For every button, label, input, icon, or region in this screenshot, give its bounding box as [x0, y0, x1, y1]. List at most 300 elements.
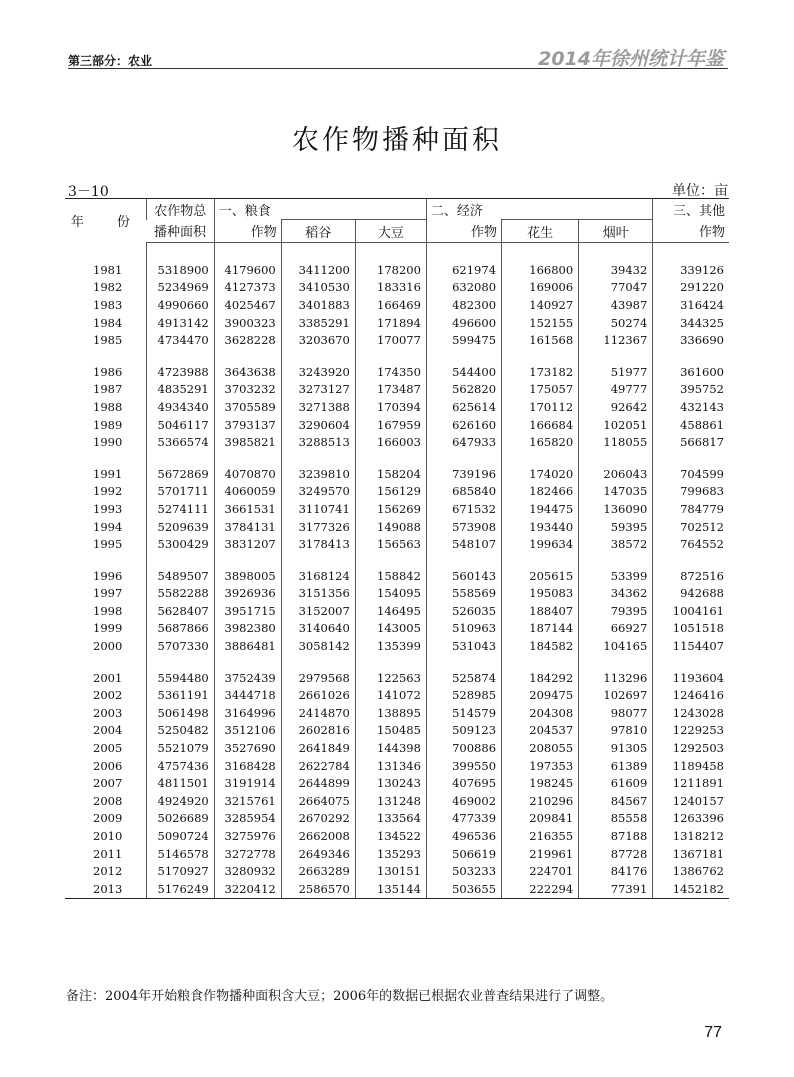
value-cell: 141072 — [355, 686, 426, 704]
value-cell: 156563 — [355, 535, 426, 553]
value-cell: 98077 — [579, 704, 653, 722]
value-cell: 39432 — [579, 261, 653, 279]
value-cell: 1240157 — [653, 792, 729, 810]
spacer-cell — [281, 349, 355, 363]
spacer-row — [65, 553, 729, 567]
value-cell: 339126 — [653, 261, 729, 279]
value-cell: 135144 — [355, 880, 426, 898]
value-cell: 170077 — [355, 331, 426, 349]
value-cell: 173182 — [502, 363, 579, 381]
value-cell: 97810 — [579, 722, 653, 740]
value-cell: 3951715 — [214, 602, 281, 620]
value-cell: 1004161 — [653, 602, 729, 620]
value-cell: 1246416 — [653, 686, 729, 704]
value-cell: 599475 — [426, 331, 501, 349]
spacer-cell — [65, 349, 146, 363]
value-cell: 53399 — [579, 567, 653, 585]
value-cell: 38572 — [579, 535, 653, 553]
year-cell: 1992 — [93, 484, 123, 499]
value-cell: 144398 — [355, 739, 426, 757]
value-cell: 136090 — [579, 500, 653, 518]
spacer-cell — [146, 451, 214, 465]
value-cell: 2649346 — [281, 845, 355, 863]
value-cell: 3703232 — [214, 381, 281, 399]
table-row — [65, 637, 729, 655]
year-cell: 1982 — [93, 280, 123, 295]
value-cell: 170112 — [502, 398, 579, 416]
value-cell: 3985821 — [214, 433, 281, 451]
unit-label: 单位：亩 — [672, 183, 728, 199]
value-cell: 700886 — [426, 739, 501, 757]
value-cell: 509123 — [426, 722, 501, 740]
value-cell: 209475 — [502, 686, 579, 704]
value-cell: 135399 — [355, 637, 426, 655]
value-cell: 195083 — [502, 585, 579, 603]
value-cell: 4913142 — [146, 314, 214, 332]
spacer-cell — [653, 451, 729, 465]
header-grain-bottom: 作物 — [214, 220, 281, 243]
value-cell: 558569 — [426, 585, 501, 603]
value-cell: 5250482 — [146, 722, 214, 740]
value-cell: 209841 — [502, 810, 579, 828]
value-cell: 2641849 — [281, 739, 355, 757]
value-cell: 3831207 — [214, 535, 281, 553]
spacer-cell — [579, 553, 653, 567]
value-cell: 102697 — [579, 686, 653, 704]
year-cell: 2005 — [93, 741, 123, 756]
header-peanut: 花生 — [502, 220, 579, 243]
value-cell: 198245 — [502, 774, 579, 792]
value-cell: 1367181 — [653, 845, 729, 863]
value-cell: 3661531 — [214, 500, 281, 518]
value-cell: 84567 — [579, 792, 653, 810]
value-cell: 222294 — [502, 880, 579, 898]
value-cell: 199634 — [502, 535, 579, 553]
table-row — [65, 774, 729, 792]
value-cell: 432143 — [653, 398, 729, 416]
value-cell: 2662008 — [281, 827, 355, 845]
value-cell: 138895 — [355, 704, 426, 722]
value-cell: 166003 — [355, 433, 426, 451]
value-cell: 3643638 — [214, 363, 281, 381]
value-cell: 158204 — [355, 465, 426, 483]
value-cell: 1292503 — [653, 739, 729, 757]
value-cell: 91305 — [579, 739, 653, 757]
spacer-cell — [579, 655, 653, 669]
year-cell: 1998 — [93, 603, 123, 618]
value-cell: 34362 — [579, 585, 653, 603]
table-row — [65, 862, 729, 880]
value-cell: 5300429 — [146, 535, 214, 553]
value-cell: 166469 — [355, 296, 426, 314]
spacer-cell — [214, 451, 281, 465]
value-cell: 66927 — [579, 620, 653, 638]
value-cell: 152155 — [502, 314, 579, 332]
value-cell: 194475 — [502, 500, 579, 518]
value-cell: 3900323 — [214, 314, 281, 332]
value-cell: 704599 — [653, 465, 729, 483]
year-cell: 2004 — [93, 723, 123, 738]
value-cell: 204308 — [502, 704, 579, 722]
header-rice: 稻谷 — [281, 220, 355, 243]
spacer-row — [65, 655, 729, 669]
value-cell: 526035 — [426, 602, 501, 620]
page-number: 77 — [704, 1024, 722, 1041]
spacer-cell — [146, 655, 214, 669]
spacer-cell — [146, 553, 214, 567]
value-cell: 3512106 — [214, 722, 281, 740]
year-cell: 2000 — [93, 639, 123, 654]
value-cell: 469002 — [426, 792, 501, 810]
value-cell: 2663289 — [281, 862, 355, 880]
value-cell: 143005 — [355, 620, 426, 638]
value-cell: 2622784 — [281, 757, 355, 775]
value-cell: 170394 — [355, 398, 426, 416]
header-total-bottom: 播种面积 — [146, 220, 214, 243]
table-row — [65, 279, 729, 297]
table-number: 3－10 — [68, 184, 109, 200]
value-cell: 496600 — [426, 314, 501, 332]
value-cell: 3982380 — [214, 620, 281, 638]
value-cell: 118055 — [579, 433, 653, 451]
value-cell: 3215761 — [214, 792, 281, 810]
value-cell: 632080 — [426, 279, 501, 297]
value-cell: 171894 — [355, 314, 426, 332]
value-cell: 5672869 — [146, 465, 214, 483]
spacer-cell — [214, 655, 281, 669]
value-cell: 528985 — [426, 686, 501, 704]
value-cell: 5176249 — [146, 880, 214, 898]
year-cell: 2013 — [65, 880, 146, 898]
spacer-cell — [502, 451, 579, 465]
value-cell: 3784131 — [214, 518, 281, 536]
value-cell: 205615 — [502, 567, 579, 585]
value-cell: 51977 — [579, 363, 653, 381]
year-cell: 2006 — [93, 758, 123, 773]
value-cell: 3705589 — [214, 398, 281, 416]
value-cell: 503655 — [426, 880, 501, 898]
header-year: 年 份 — [65, 199, 146, 243]
year-cell: 1986 — [93, 364, 123, 379]
value-cell: 197353 — [502, 757, 579, 775]
value-cell: 174020 — [502, 465, 579, 483]
value-cell: 187144 — [502, 620, 579, 638]
spacer-cell — [355, 451, 426, 465]
value-cell: 3285954 — [214, 810, 281, 828]
value-cell: 5628407 — [146, 602, 214, 620]
value-cell: 210296 — [502, 792, 579, 810]
value-cell: 5146578 — [146, 845, 214, 863]
spacer-cell — [653, 553, 729, 567]
spacer-cell — [426, 349, 501, 363]
year-cell: 1981 — [93, 262, 123, 277]
table-row — [65, 296, 729, 314]
value-cell: 146495 — [355, 602, 426, 620]
value-cell: 122563 — [355, 669, 426, 687]
table-row — [65, 416, 729, 434]
header-tobacco: 烟叶 — [579, 220, 653, 243]
yearbook-title: 2014年徐州统计年鉴 — [538, 48, 724, 70]
value-cell: 3290604 — [281, 416, 355, 434]
year-cell: 2007 — [93, 776, 123, 791]
spacer-cell — [502, 349, 579, 363]
value-cell: 4835291 — [146, 381, 214, 399]
year-cell: 1999 — [93, 621, 123, 636]
value-cell: 316424 — [653, 296, 729, 314]
value-cell: 407695 — [426, 774, 501, 792]
value-cell: 4723988 — [146, 363, 214, 381]
value-cell: 872516 — [653, 567, 729, 585]
spacer-cell — [502, 243, 579, 262]
year-cell: 2009 — [93, 811, 123, 826]
value-cell: 621974 — [426, 261, 501, 279]
value-cell: 3527690 — [214, 739, 281, 757]
value-cell: 4934340 — [146, 398, 214, 416]
value-cell: 3288513 — [281, 433, 355, 451]
value-cell: 1193604 — [653, 669, 729, 687]
value-cell: 4070870 — [214, 465, 281, 483]
value-cell: 784779 — [653, 500, 729, 518]
value-cell: 5090724 — [146, 827, 214, 845]
value-cell: 4924920 — [146, 792, 214, 810]
value-cell: 3151356 — [281, 585, 355, 603]
year-cell: 2003 — [93, 705, 123, 720]
value-cell: 3898005 — [214, 567, 281, 585]
value-cell: 3275976 — [214, 827, 281, 845]
value-cell: 154095 — [355, 585, 426, 603]
value-cell: 150485 — [355, 722, 426, 740]
value-cell: 702512 — [653, 518, 729, 536]
value-cell: 183316 — [355, 279, 426, 297]
value-cell: 3273127 — [281, 381, 355, 399]
value-cell: 458861 — [653, 416, 729, 434]
value-cell: 173487 — [355, 381, 426, 399]
value-cell: 1452182 — [653, 880, 729, 898]
value-cell: 503233 — [426, 862, 501, 880]
value-cell: 161568 — [502, 331, 579, 349]
table-row — [65, 686, 729, 704]
spacer-cell — [426, 243, 501, 262]
value-cell: 2661026 — [281, 686, 355, 704]
value-cell: 1051518 — [653, 620, 729, 638]
value-cell: 84176 — [579, 862, 653, 880]
value-cell: 3249570 — [281, 483, 355, 501]
year-cell: 1988 — [93, 399, 123, 414]
value-cell: 3220412 — [214, 880, 281, 898]
value-cell: 3752439 — [214, 669, 281, 687]
spacer-cell — [214, 553, 281, 567]
value-cell: 5687866 — [146, 620, 214, 638]
value-cell: 399550 — [426, 757, 501, 775]
year-cell: 1983 — [93, 297, 123, 312]
spacer-cell — [653, 655, 729, 669]
value-cell: 134522 — [355, 827, 426, 845]
table-row — [65, 500, 729, 518]
value-cell: 3191914 — [214, 774, 281, 792]
value-cell: 1189458 — [653, 757, 729, 775]
value-cell: 102051 — [579, 416, 653, 434]
table-body — [65, 243, 729, 899]
table-row — [65, 722, 729, 740]
value-cell: 3272778 — [214, 845, 281, 863]
value-cell: 61389 — [579, 757, 653, 775]
value-cell: 1154407 — [653, 637, 729, 655]
spacer-cell — [426, 655, 501, 669]
value-cell: 175057 — [502, 381, 579, 399]
value-cell: 3152007 — [281, 602, 355, 620]
table-row — [65, 535, 729, 553]
spacer-row — [65, 243, 729, 262]
value-cell: 193440 — [502, 518, 579, 536]
value-cell: 3140640 — [281, 620, 355, 638]
header-econ-bottom: 作物 — [426, 220, 501, 243]
value-cell: 92642 — [579, 398, 653, 416]
table-row — [65, 620, 729, 638]
value-cell: 3628228 — [214, 331, 281, 349]
table-row — [65, 602, 729, 620]
value-cell: 1263396 — [653, 810, 729, 828]
value-cell: 573908 — [426, 518, 501, 536]
value-cell: 531043 — [426, 637, 501, 655]
value-cell: 5594480 — [146, 669, 214, 687]
year-cell: 1996 — [93, 568, 123, 583]
spacer-cell — [579, 451, 653, 465]
header-total-top: 农作物总 — [146, 199, 214, 220]
value-cell: 4757436 — [146, 757, 214, 775]
value-cell: 3203670 — [281, 331, 355, 349]
value-cell: 131248 — [355, 792, 426, 810]
value-cell: 1211891 — [653, 774, 729, 792]
spacer-cell — [426, 451, 501, 465]
value-cell: 3239810 — [281, 465, 355, 483]
value-cell: 178200 — [355, 261, 426, 279]
value-cell: 104165 — [579, 637, 653, 655]
value-cell: 2586570 — [281, 880, 355, 898]
value-cell: 184292 — [502, 669, 579, 687]
table-row — [65, 518, 729, 536]
table-row — [65, 363, 729, 381]
value-cell: 140927 — [502, 296, 579, 314]
value-cell: 2670292 — [281, 810, 355, 828]
table-row — [65, 792, 729, 810]
header-other-bottom: 作物 — [653, 220, 729, 243]
year-cell: 2011 — [93, 846, 123, 861]
value-cell: 4811501 — [146, 774, 214, 792]
value-cell: 477339 — [426, 810, 501, 828]
table-row — [65, 810, 729, 828]
value-cell: 3886481 — [214, 637, 281, 655]
value-cell: 525874 — [426, 669, 501, 687]
value-cell: 3168124 — [281, 567, 355, 585]
value-cell: 87188 — [579, 827, 653, 845]
value-cell: 3280932 — [214, 862, 281, 880]
spacer-cell — [653, 243, 729, 262]
value-cell: 5366574 — [146, 433, 214, 451]
value-cell: 5209639 — [146, 518, 214, 536]
table-row — [65, 433, 729, 451]
value-cell: 77047 — [579, 279, 653, 297]
value-cell: 130243 — [355, 774, 426, 792]
value-cell: 3243920 — [281, 363, 355, 381]
value-cell: 3401883 — [281, 296, 355, 314]
value-cell: 5274111 — [146, 500, 214, 518]
value-cell: 510963 — [426, 620, 501, 638]
value-cell: 224701 — [502, 862, 579, 880]
table-row — [65, 845, 729, 863]
spacer-cell — [214, 243, 281, 262]
value-cell: 5707330 — [146, 637, 214, 655]
value-cell: 5582288 — [146, 585, 214, 603]
value-cell: 206043 — [579, 465, 653, 483]
value-cell: 3058142 — [281, 637, 355, 655]
value-cell: 3444718 — [214, 686, 281, 704]
value-cell: 506619 — [426, 845, 501, 863]
value-cell: 395752 — [653, 381, 729, 399]
value-cell: 167959 — [355, 416, 426, 434]
table-row — [65, 757, 729, 775]
spacer-cell — [65, 451, 146, 465]
spacer-cell — [214, 349, 281, 363]
value-cell: 2414870 — [281, 704, 355, 722]
value-cell: 3411200 — [281, 261, 355, 279]
value-cell: 3410530 — [281, 279, 355, 297]
value-cell: 4990660 — [146, 296, 214, 314]
year-cell: 1991 — [93, 466, 123, 481]
year-cell: 1984 — [93, 315, 123, 330]
table-row — [65, 314, 729, 332]
value-cell: 3178413 — [281, 535, 355, 553]
year-cell: 1985 — [93, 333, 123, 348]
value-cell: 166684 — [502, 416, 579, 434]
spacer-cell — [355, 243, 426, 262]
value-cell: 5026689 — [146, 810, 214, 828]
year-cell: 1987 — [93, 382, 123, 397]
value-cell: 482300 — [426, 296, 501, 314]
value-cell: 344325 — [653, 314, 729, 332]
spacer-cell — [281, 655, 355, 669]
table-row — [65, 567, 729, 585]
spacer-cell — [502, 553, 579, 567]
page-header — [68, 40, 728, 69]
value-cell: 626160 — [426, 416, 501, 434]
value-cell: 4060059 — [214, 483, 281, 501]
value-cell: 496536 — [426, 827, 501, 845]
value-cell: 219961 — [502, 845, 579, 863]
value-cell: 5701711 — [146, 483, 214, 501]
crop-area-table — [65, 198, 729, 899]
spacer-cell — [579, 349, 653, 363]
value-cell: 5318900 — [146, 261, 214, 279]
spacer-cell — [426, 553, 501, 567]
value-cell: 3164996 — [214, 704, 281, 722]
value-cell: 4734470 — [146, 331, 214, 349]
spacer-cell — [146, 243, 214, 262]
value-cell: 3168428 — [214, 757, 281, 775]
value-cell: 2602816 — [281, 722, 355, 740]
year-cell: 1995 — [93, 537, 123, 552]
value-cell: 3926936 — [214, 585, 281, 603]
table-row — [65, 739, 729, 757]
value-cell: 156129 — [355, 483, 426, 501]
table-row — [65, 398, 729, 416]
year-cell: 1990 — [93, 435, 123, 450]
value-cell: 158842 — [355, 567, 426, 585]
value-cell: 5361191 — [146, 686, 214, 704]
value-cell: 5046117 — [146, 416, 214, 434]
value-cell: 169006 — [502, 279, 579, 297]
value-cell: 625614 — [426, 398, 501, 416]
value-cell: 5234969 — [146, 279, 214, 297]
